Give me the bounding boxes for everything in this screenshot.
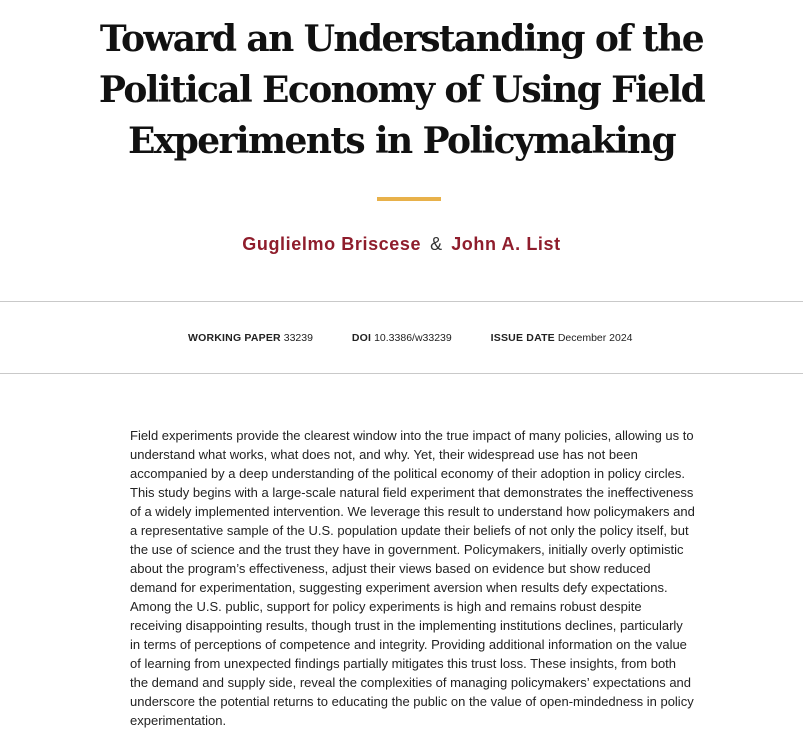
accent-divider [377, 197, 441, 201]
author-separator: & [430, 234, 443, 254]
author-list [0, 232, 803, 256]
meta-bottom-divider [0, 373, 803, 374]
meta-top-divider [0, 301, 803, 302]
issue-date-value: December 2024 [557, 332, 633, 344]
working-paper-label: WORKING PAPER [188, 332, 281, 344]
working-paper-number: 33239 [283, 332, 313, 344]
paper-metadata [188, 331, 633, 345]
paper-title: Toward an Understanding of the Political Economy of Using Field Experiments in Policymaking [98, 18, 705, 162]
author-link-briscese[interactable]: Guglielmo Briscese [242, 234, 422, 254]
working-paper-meta [188, 331, 313, 345]
issue-date-meta [491, 331, 633, 345]
author-link-list[interactable]: John A. List [451, 234, 561, 254]
doi-value: 10.3386/w33239 [374, 332, 452, 344]
doi-label: DOI [351, 332, 372, 344]
abstract-text: Field experiments provide the clearest window into the true impact of many policies, allowing us to understand what works, what does not, and why. Yet, their widespread use has not been accompanied by a deep understanding of the political economy of their adoption in policy circles. This study begins with a large-scale natural field experiment that demonstrates the ineffectiveness of a widely implemented intervention. We leverage this result to understand how policymakers and a representative sample of the U.S. population update their beliefs of not only the policy itself, but the use of science and the trust they have in government. Policymakers, initially overly optimistic about the program’s effectiveness, adjust their views based on evidence but show reduced demand for experimentation, suggesting experiment aversion when results defy expectations. Among the U.S. public, support for policy experiments is high and remains robust despite receiving disappointing results, though trust in the implementing institutions declines, particularly in terms of perceptions of competence and integrity. Providing additional information on the value of learning from unexpected findings partially mitigates this trust loss. These insights, from both the demand and supply side, reveal the complexities of managing policymakers’ expectations and underscore the potential returns to educating the public on the value of open-mindedness in policy experimentation. [130, 428, 695, 728]
issue-date-label: ISSUE DATE [490, 332, 555, 344]
doi-meta [352, 331, 452, 345]
